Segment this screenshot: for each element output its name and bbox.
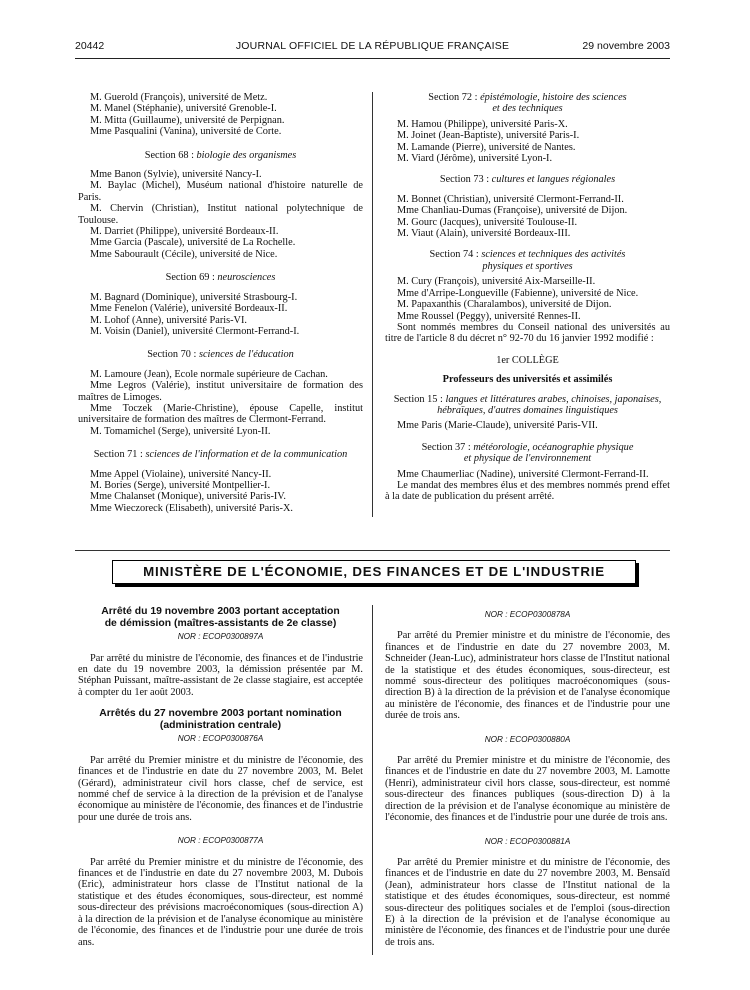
- list-item: Mme Chalanset (Monique), université Paris-IV.: [90, 491, 286, 503]
- list-item: Mme Roussel (Peggy), université Rennes-II.: [397, 310, 581, 322]
- list-item: Mme Appel (Violaine), université Nancy-II.: [90, 468, 272, 480]
- section-separator: [75, 550, 670, 551]
- nor-reference: NOR : ECOP0300880A: [484, 734, 571, 744]
- top-left-column: [78, 92, 363, 514]
- section-71-heading: Section 71 : sciences de l'information et de la communication: [93, 449, 348, 461]
- section-70-heading: Section 70 : sciences de l'éducation: [147, 349, 294, 361]
- list-item: M. Manel (Stéphanie), université Grenoble-I.: [90, 103, 277, 115]
- ministry-banner: MINISTÈRE DE L'ÉCONOMIE, DES FINANCES ET DE L'INDUSTRIE: [112, 560, 636, 584]
- list-item: Mme Chaumerliac (Nadine), université Clermont-Ferrand-II.: [397, 468, 649, 480]
- list-item: M. Gourc (Jacques), université Toulouse-II.: [397, 216, 578, 228]
- list-item: M. Voisin (Daniel), université Clermont-Ferrand-I.: [90, 325, 300, 337]
- section-69-heading: Section 69 : neurosciences: [165, 272, 276, 284]
- list-item: M. Cury (François), université Aix-Marseille-II.: [397, 276, 596, 288]
- list-item: Mme Chanliau-Dumas (Françoise), université de Dijon.: [397, 205, 628, 217]
- arrete-text: Par arrêté du Premier ministre et du ministre de l'économie, des finances et de l'industrie en date du 27 novembre 2003, M. Bensaïd (Jean), administrateur hors classe de l'Institut national de la statistique et des études économiques, sous-directeur, est nommé sous-directeur des politiques sociales et de l'emploi (sous-direction E) à la direction de la prévision et de l'analyse économique au ministère de l'économie, des finances et de l'industrie pour une durée de trois ans.: [385, 856, 670, 948]
- list-item: Mme Garcia (Pascale), université de La Rochelle.: [90, 237, 296, 249]
- section-37-heading: Section 37 : météorologie, océanographie physique: [421, 441, 634, 453]
- list-item: M. Chervin (Christian), Institut national polytechnique de Toulouse.: [78, 203, 363, 226]
- nomination-paragraph: Sont nommés membres du Conseil national des universités au titre de l'article 8 du décret n° 92-70 du 16 janvier 1992 modifié :: [385, 321, 670, 345]
- list-item: M. Darriet (Philippe), université Bordeaux-II.: [90, 226, 279, 238]
- arrete-text: Par arrêté du Premier ministre et du ministre de l'économie, des finances et de l'industrie en date du 27 novembre 2003, M. Schneider (Jean-Luc), administrateur hors classe de l'Institut national de la statistique et des études économiques, sous-directeur, est nommé sous-directeur des politiques macroéconomiques (sous-direction B) à la direction de la prévision et de l'analyse économique au ministère de l'économie, des finances et de l'industrie pour une durée de trois ans.: [385, 630, 670, 722]
- section-74-heading: Section 74 : sciences et techniques des activités: [429, 249, 626, 261]
- list-item: M. Baylac (Michel), Muséum national d'histoire naturelle de Paris.: [78, 180, 363, 203]
- arrete-title: Arrêtés du 27 novembre 2003 portant nomination: [99, 708, 342, 720]
- nor-reference: NOR : ECOP0300897A: [177, 632, 264, 642]
- nor-reference: NOR : ECOP0300877A: [177, 836, 264, 846]
- list-item: M. Mitta (Guillaume), université de Perpignan.: [90, 114, 285, 126]
- bottom-right-column: [385, 609, 670, 948]
- section-68-heading: Section 68 : biologie des organismes: [144, 149, 297, 161]
- list-item: M. Papaxanthis (Charalambos), université de Dijon.: [397, 299, 612, 311]
- arrete-text: Par arrêté du Premier ministre et du ministre de l'économie, des finances et de l'industrie en date du 27 novembre 2003, M. Dubois (Eric), administrateur hors classe de l'Institut national de la statistique et des études économiques, sous-directeur, est nommé sous-directeur des prévisions macroéconomiques (sous-direction A) à la direction de la prévision et de l'analyse économique au ministère de l'économie, des finances et de l'industrie pour une durée de trois ans.: [78, 856, 363, 948]
- list-item: Mme Sabourault (Cécile), université de Nice.: [90, 248, 278, 260]
- nor-reference: NOR : ECOP0300881A: [484, 836, 571, 846]
- list-item: Mme d'Arripe-Longueville (Fabienne), université de Nice.: [397, 287, 639, 299]
- list-item: M. Hamou (Philippe), université Paris-X.: [397, 118, 568, 130]
- header-rule: [75, 58, 670, 59]
- nor-reference: NOR : ECOP0300876A: [177, 734, 264, 744]
- list-item: Mme Banon (Sylvie), université Nancy-I.: [90, 169, 262, 181]
- bottom-left-column: [78, 606, 363, 948]
- arrete-text: Par arrêté du ministre de l'économie, des finances et de l'industrie en date du 19 novembre 2003, la démission présentée par M. Stéphan Puissant, maître-assistant de 2e classe stagiaire, est acceptée à compter du 1er août 2003.: [78, 652, 363, 698]
- list-item: M. Lohof (Anne), université Paris-VI.: [90, 314, 247, 326]
- list-item: M. Lamoure (Jean), Ecole normale supérieure de Cachan.: [90, 368, 328, 380]
- issue-date: 29 novembre 2003: [582, 40, 670, 52]
- section-15-heading-cont: hébraïques, d'autres domaines linguistiques: [437, 404, 618, 416]
- list-item: Mme Fenelon (Valérie), université Bordeaux-II.: [90, 303, 288, 315]
- nor-reference: NOR : ECOP0300878A: [484, 610, 571, 619]
- list-item: M. Lamande (Pierre), université de Nantes.: [397, 141, 576, 153]
- college-heading: 1er COLLÈGE: [496, 354, 559, 366]
- arrete-title-cont: de démission (maîtres-assistants de 2e classe): [104, 617, 337, 629]
- column-divider-bottom: [372, 605, 373, 955]
- list-item: M. Viard (Jérôme), université Lyon-I.: [397, 153, 553, 165]
- journal-title: JOURNAL OFFICIEL DE LA RÉPUBLIQUE FRANÇAISE: [235, 40, 510, 52]
- list-item: Mme Toczek (Marie-Christine), épouse Capelle, institut universitaire de formation des maîtres de Clermont-Ferrand.: [78, 402, 363, 426]
- section-72-heading: Section 72 : épistémologie, histoire des sciences: [428, 92, 627, 103]
- list-item: M. Tomamichel (Serge), université Lyon-II.: [90, 425, 271, 437]
- section-37-heading-cont: et physique de l'environnement: [463, 453, 592, 465]
- professeurs-heading: Professeurs des universités et assimilés: [442, 374, 613, 386]
- page-header: [75, 40, 670, 56]
- mandat-paragraph: Le mandat des membres élus et des membres nommés prend effet à la date de publication du présent arrêté.: [385, 479, 670, 503]
- arrete-title-cont: (administration centrale): [159, 719, 282, 731]
- top-right-column: [385, 92, 670, 503]
- list-item: Mme Wieczoreck (Elisabeth), université Paris-X.: [90, 502, 293, 514]
- list-sec67-end: [78, 92, 363, 138]
- column-divider-top: [372, 92, 373, 517]
- page-number: 20442: [75, 40, 105, 52]
- list-item: Mme Legros (Valérie), institut universitaire de formation des maîtres de Limoges.: [78, 380, 363, 403]
- list-item: Mme Pasqualini (Vanina), université de Corte.: [90, 126, 282, 138]
- list-item: M. Bonnet (Christian), université Clermont-Ferrand-II.: [397, 193, 624, 205]
- arrete-text: Par arrêté du Premier ministre et du ministre de l'économie, des finances et de l'industrie en date du 27 novembre 2003, M. Belet (Gérard), administrateur civil hors classe, chef de service, est nommé chef de service à la direction de la prévision et de l'analyse économique au ministère de l'économie, des finances et de l'industrie pour une durée de trois ans.: [78, 754, 363, 823]
- arrete-text: Par arrêté du Premier ministre et du ministre de l'économie, des finances et de l'industrie en date du 27 novembre 2003, M. Lamotte (Henri), administrateur civil hors classe, sous-directeur, est nommé sous-directeur des finances publiques (sous-direction D) à la direction de la prévision et de l'analyse économique au ministère de l'économie, des finances et de l'industrie pour une durée de trois ans.: [385, 755, 670, 824]
- section-15-heading: Section 15 : langues et littératures arabes, chinoises, japonaises,: [393, 393, 662, 405]
- section-73-heading: Section 73 : cultures et langues régionales: [439, 174, 616, 186]
- list-item: M. Viaut (Alain), université Bordeaux-III.: [397, 228, 571, 240]
- list-item: M. Joinet (Jean-Baptiste), université Paris-I.: [397, 130, 580, 142]
- list-item: Mme Paris (Marie-Claude), université Paris-VII.: [397, 420, 598, 432]
- section-72-heading-cont: et des techniques: [492, 103, 563, 115]
- list-item: M. Guerold (François), université de Metz.: [90, 92, 268, 103]
- section-74-heading-cont: physiques et sportives: [482, 260, 573, 272]
- arrete-title: Arrêté du 19 novembre 2003 portant acceptation: [101, 606, 340, 617]
- list-item: M. Bagnard (Dominique), université Strasbourg-I.: [90, 291, 298, 303]
- list-item: M. Bories (Serge), université Montpellier-I.: [90, 479, 271, 491]
